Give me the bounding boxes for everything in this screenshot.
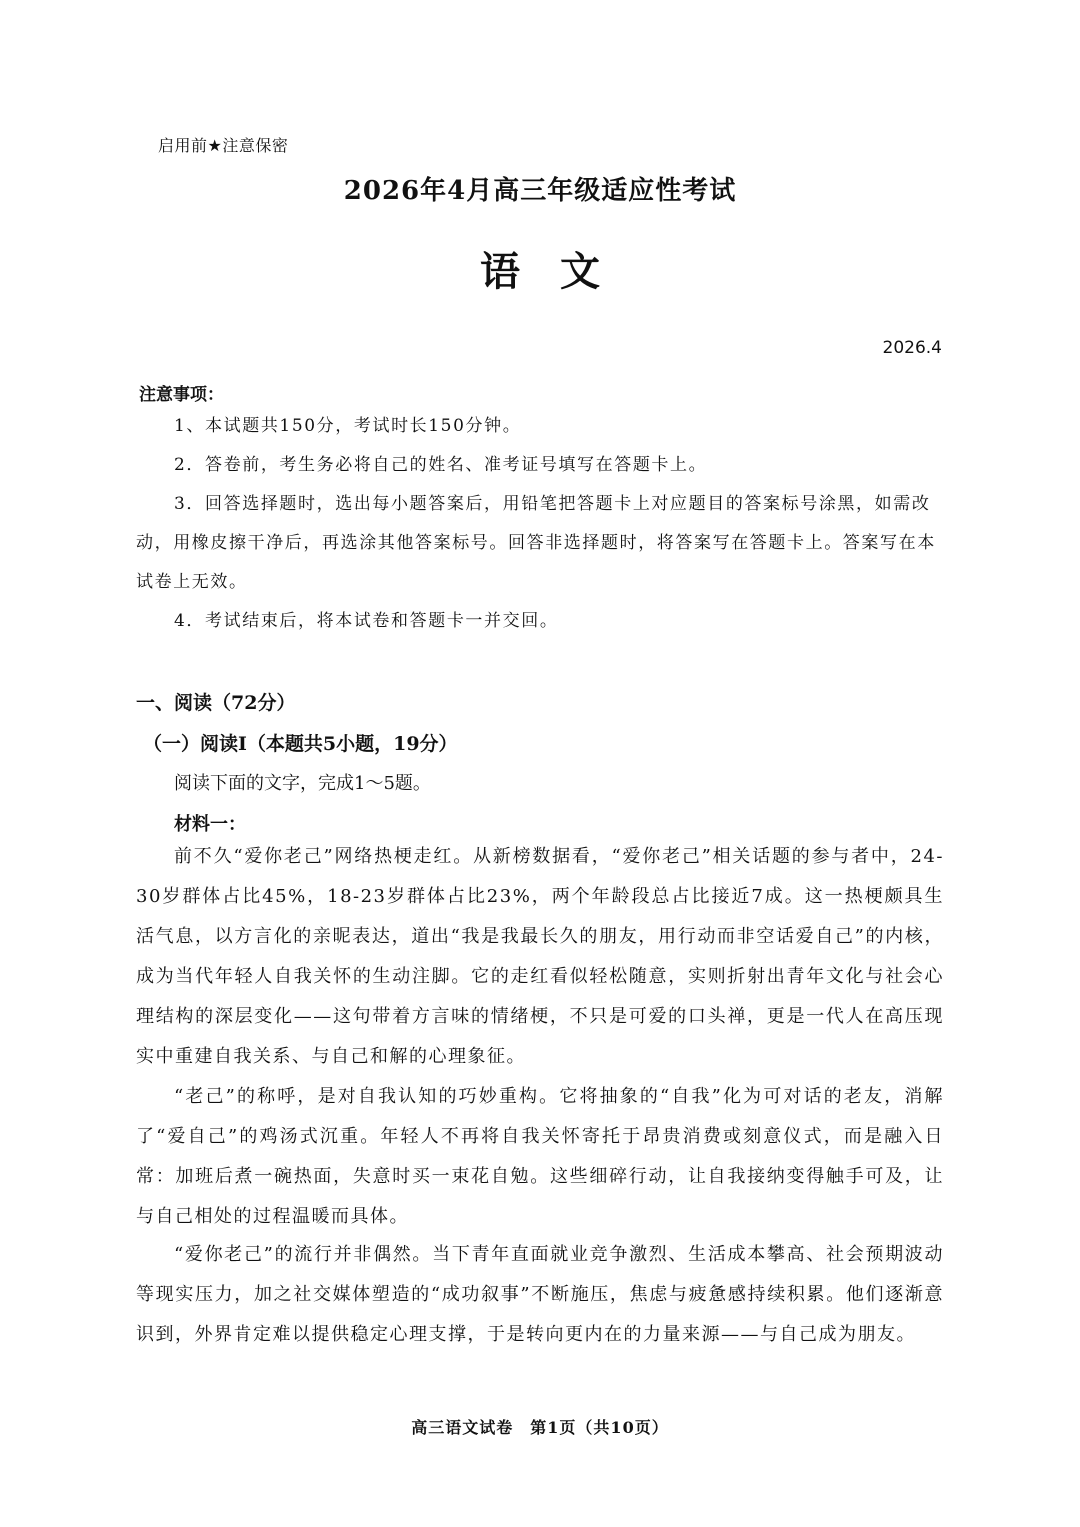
subsection-title: （一）阅读Ⅰ（本题共5小题，19分）	[143, 733, 458, 755]
paragraph-2: “老己”的称呼，是对自我认知的巧妙重构。它将抽象的“自我”化为可对话的老友，消解了“爱自己”的鸡汤式沉重。年轻人不再将自我关怀寄托于昂贵消费或刻意仪式，而是融入日常：加班后煮一碗热面，失意时买一束花自勉。这些细碎行动，让自我接纳变得触手可及，让与自己相处的过程温暖而具体。	[136, 1086, 944, 1227]
note-item-2: 2．答卷前，考生务必将自己的姓名、准考证号填写在答题卡上。	[174, 455, 708, 475]
note-item-1: 1、本试题共150分，考试时长150分钟。	[174, 416, 522, 436]
paragraph-1: 前不久“爱你老己”网络热梗走红。从新榜数据看，“爱你老己”相关话题的参与者中，24-30岁群体占比45%，18-23岁群体占比23%，两个年龄段总占比接近7成。这一热梗颇具生活气息，以方言化的亲昵表达，道出“我是我最长久的朋友，用行动而非空话爱自己”的内核，成为当代年轻人自我关怀的生动注脚。它的走红看似轻松随意，实则折射出青年文化与社会心理结构的深层变化——这句带着方言味的情绪梗，不只是可爱的口头禅，更是一代人在高压现实中重建自我关系、与自己和解的心理象征。	[136, 846, 944, 1067]
subject-title: 语文	[480, 248, 640, 295]
exam-date: 2026.4	[882, 338, 942, 358]
paragraph-3: “爱你老己”的流行并非偶然。当下青年直面就业竞争激烈、生活成本攀高、社会预期波动等现实压力，加之社交媒体塑造的“成功叙事”不断施压，焦虑与疲惫感持续积累。他们逐渐意识到，外界肯定难以提供稳定心理支撑，于是转向更内在的力量来源——与自己成为朋友。	[136, 1244, 944, 1345]
page-footer: 高三语文试卷 第1页（共10页）	[411, 1418, 669, 1437]
note-item-3: 3．回答选择题时，选出每小题答案后，用铅笔把答题卡上对应题目的答案标号涂黑，如需改动，用橡皮擦干净后，再选涂其他答案标号。回答非选择题时，将答案写在答题卡上。答案写在本试卷上无效。	[136, 494, 936, 592]
reading-instruction: 阅读下面的文字，完成1～5题。	[174, 773, 431, 794]
confidential-label: 启用前★注意保密	[158, 136, 289, 155]
exam-title: 2026年4月高三年级适应性考试	[343, 176, 737, 206]
note-item-4: 4．考试结束后，将本试卷和答题卡一并交回。	[174, 611, 559, 631]
section-title: 一、阅读（72分）	[136, 692, 296, 714]
material-title: 材料一：	[174, 814, 246, 835]
notes-title: 注意事项：	[139, 385, 224, 405]
